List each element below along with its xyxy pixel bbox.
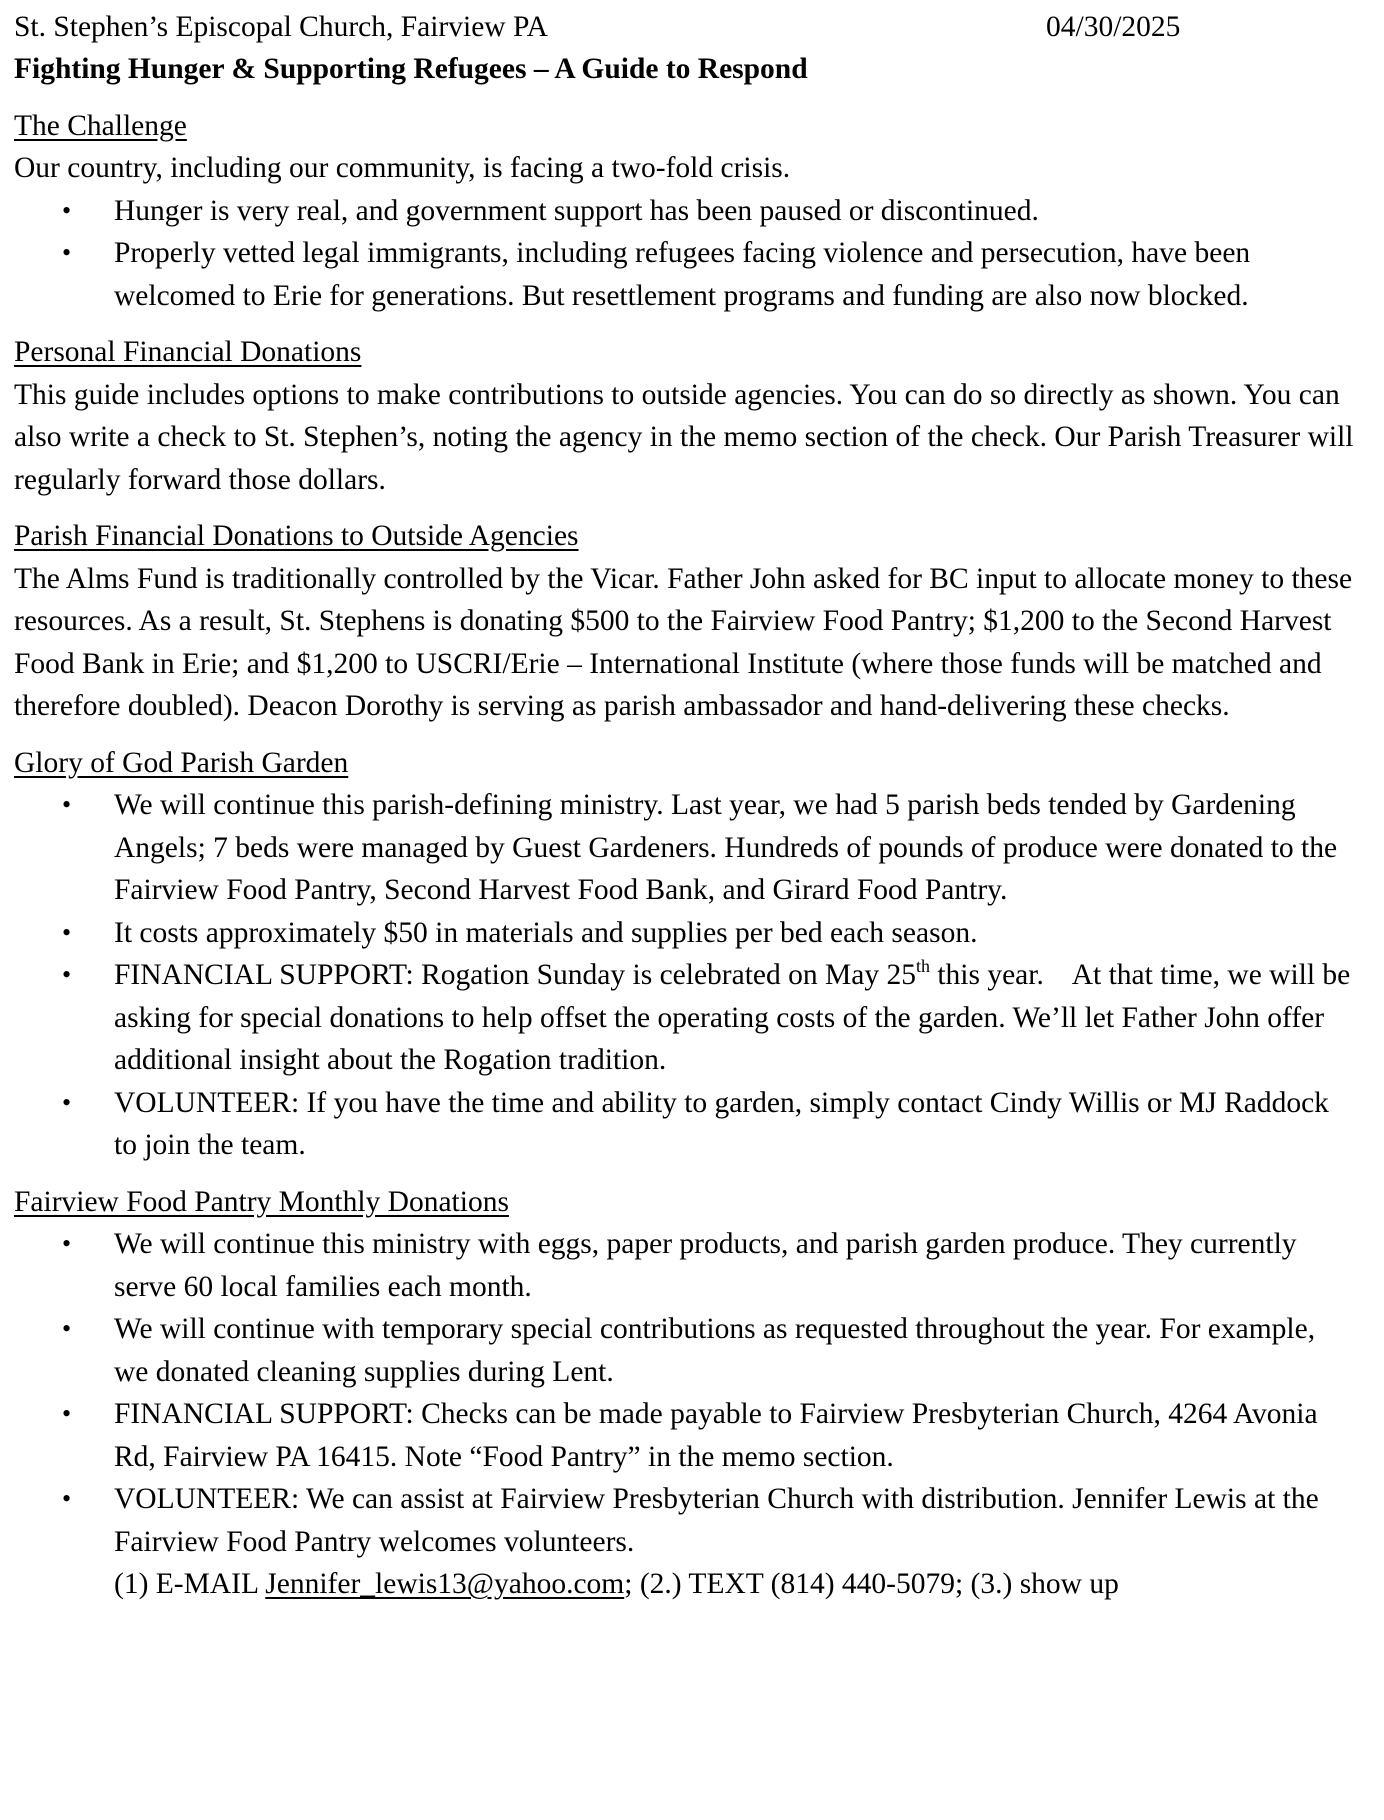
document-title: Fighting Hunger & Supporting Refugees – A Guide to Respond xyxy=(14,53,808,85)
email-link[interactable]: Jennifer_lewis13@yahoo.com xyxy=(265,1568,625,1600)
section-heading: Parish Financial Donations to Outside Agencies xyxy=(14,520,579,552)
bullet-icon: • xyxy=(62,1314,72,1343)
ordinal-suffix: th xyxy=(915,956,930,976)
bullet-list xyxy=(14,784,1358,1167)
section-paragraph: This guide includes options to make contributions to outside agencies. You can do so directly as shown. You can also write a check to St. Stephen’s, noting the agency in the memo section of the check. Our Parish Treasurer will regularly forward those dollars. xyxy=(14,378,1354,496)
list-item: • We will continue this ministry with eggs, paper products, and parish garden produce. They currently serve 60 local families each month. xyxy=(14,1223,1354,1308)
bullet-icon: • xyxy=(62,1229,72,1258)
list-item: • We will continue with temporary special contributions as requested throughout the year. For example, we donated cleaning supplies during Lent. xyxy=(14,1308,1354,1393)
list-item: • Hunger is very real, and government support has been paused or discontinued. xyxy=(14,190,1354,233)
section-heading: Personal Financial Donations xyxy=(14,336,362,368)
list-item: • Properly vetted legal immigrants, including refugees facing violence and persecution, have been welcomed to Erie for generations. But resettlement programs and funding are also now blocked. xyxy=(14,232,1354,317)
section-parish-donations xyxy=(14,515,1354,728)
section-paragraph: The Alms Fund is traditionally controlled by the Vicar. Father John asked for BC input to allocate money to these resources. As a result, St. Stephens is donating $500 to the Fairview Food Pantry; $1,200 to the Second Harvest Food Bank in Erie; and $1,200 to USCRI/Erie – International Institute (where those funds will be matched and therefore doubled). Deacon Dorothy is serving as parish ambassador and hand-delivering these checks. xyxy=(14,562,1353,722)
bullet-icon: • xyxy=(62,195,72,225)
document-date: 04/30/2025 xyxy=(1046,11,1181,43)
section-heading: Glory of God Parish Garden xyxy=(14,746,349,779)
bullet-icon: • xyxy=(62,1399,72,1428)
bullet-list xyxy=(14,190,1354,318)
bullet-icon: • xyxy=(62,238,72,267)
list-item: • FINANCIAL SUPPORT: Checks can be made payable to Fairview Presbyterian Church, 4264 Avonia Rd, Fairview PA 16415. Note “Food Pantry” in the memo section. xyxy=(14,1393,1354,1478)
section-intro: Our country, including our community, is facing a two-fold crisis. xyxy=(14,152,791,184)
section-challenge xyxy=(14,105,1354,318)
bullet-icon: • xyxy=(62,1484,72,1513)
section-food-pantry xyxy=(14,1181,1354,1606)
section-personal-donations xyxy=(14,331,1354,501)
header-line xyxy=(14,6,1354,48)
list-item: • VOLUNTEER: If you have the time and ability to garden, simply contact Cindy Willis or MJ Raddock to join the team. xyxy=(14,1082,1354,1167)
bullet-icon: • xyxy=(62,960,72,989)
bullet-list xyxy=(14,1223,1354,1606)
list-item: • VOLUNTEER: We can assist at Fairview Presbyterian Church with distribution. Jennifer Lewis at the Fairview Food Pantry welcomes volunteers. (1) E-MAIL Jennifer_lewis13@yahoo.com; (2.) TEXT (814) 440-5079; (3.) show up xyxy=(14,1478,1354,1606)
list-item: • It costs approximately $50 in materials and supplies per bed each season. xyxy=(14,912,1354,955)
list-item: • FINANCIAL SUPPORT: Rogation Sunday is celebrated on May 25th this year. At that time, we will be asking for special donations to help offset the operating costs of the garden. We’ll let Father John offer additional insight about the Rogation tradition. xyxy=(62,956,1358,1076)
document-body xyxy=(14,6,1358,1606)
list-item: • We will continue this parish-defining ministry. Last year, we had 5 parish beds tended by Gardening Angels; 7 beds were managed by Guest Gardeners. Hundreds of pounds of produce were donated to the Fairview Food Pantry, Second Harvest Food Bank, and Girard Food Pantry. xyxy=(14,784,1354,912)
church-name: St. Stephen’s Episcopal Church, Fairview PA xyxy=(14,11,548,43)
section-heading: The Challenge xyxy=(14,109,187,142)
section-heading: Fairview Food Pantry Monthly Donations xyxy=(14,1185,509,1218)
bullet-icon: • xyxy=(62,790,72,819)
bullet-icon: • xyxy=(62,917,72,947)
section-parish-garden xyxy=(14,742,1358,1167)
bullet-icon: • xyxy=(62,1087,72,1117)
